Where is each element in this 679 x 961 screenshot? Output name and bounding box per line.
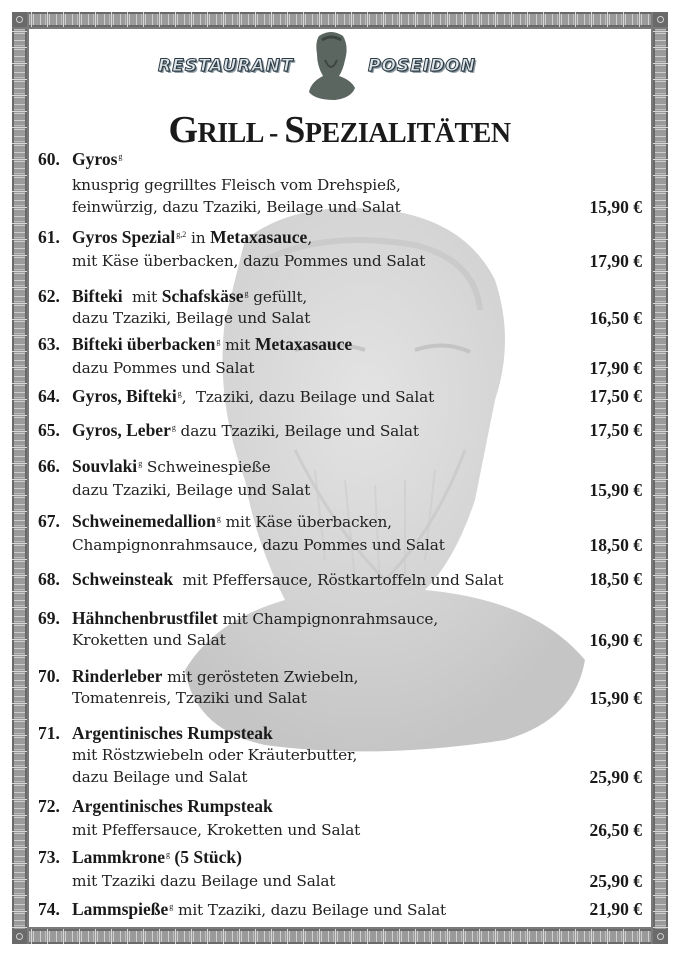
allergen-note: g: [118, 152, 123, 161]
allergen-note: g: [216, 514, 221, 523]
allergen-note: g: [169, 902, 174, 911]
item-description: mit Käse überbacken, dazu Pommes und Salat: [72, 252, 426, 270]
item-price: 15,90 €: [589, 688, 642, 708]
item-price: 15,90 €: [589, 197, 642, 217]
title-separator: -: [262, 118, 285, 149]
item-text: mit Käse überbacken,: [220, 513, 392, 531]
allergen-note: g: [244, 289, 249, 298]
allergen-note: g,2: [176, 230, 187, 239]
corner-ornament-icon: [653, 929, 668, 944]
corner-ornament-icon: [12, 929, 27, 944]
title-word: RILL: [197, 118, 263, 149]
item-name: Argentinisches Rumpsteak: [72, 796, 273, 816]
item-description: mit Tzaziki dazu Beilage und Salat: [72, 872, 336, 890]
item-price: 21,90 €: [589, 899, 642, 919]
item-portion: (5 Stück): [170, 847, 242, 867]
corner-ornament-icon: [12, 12, 27, 27]
item-description: dazu Tzaziki, Beilage und Salat: [175, 422, 419, 440]
item-description: mit Pfeffersauce, Röstkartoffeln und Salat: [173, 571, 504, 589]
item-number: 61.: [38, 227, 60, 247]
item-name: Argentinisches Rumpsteak: [72, 723, 273, 743]
item-description: dazu Tzaziki, Beilage und Salat: [72, 481, 311, 499]
item-number: 65.: [38, 420, 60, 440]
meander-border-right: [653, 29, 668, 929]
item-name: Gyros: [72, 149, 118, 169]
item-text: mit gerösteten Zwiebeln,: [162, 668, 359, 686]
item-filling: Schafskäse: [161, 286, 244, 306]
logo-bust-icon: [305, 30, 357, 102]
item-description: mit Röstzwiebeln oder Kräuterbutter,: [72, 746, 358, 764]
item-text: ,: [307, 229, 313, 247]
item-number: 72.: [38, 796, 60, 816]
item-price: 17,50 €: [589, 386, 642, 406]
logo-word-left: RESTAURANT: [158, 56, 294, 76]
item-price: 26,50 €: [589, 820, 642, 840]
page-title: [0, 108, 679, 152]
item-text: gefüllt,: [248, 288, 308, 306]
item-number: 74.: [38, 899, 60, 919]
item-price: 25,90 €: [589, 871, 642, 891]
item-name: Souvlaki: [72, 456, 138, 476]
item-name: Bifteki: [72, 286, 123, 306]
item-number: 60.: [38, 149, 60, 169]
item-price: 16,90 €: [589, 630, 642, 650]
title-initial: S: [284, 109, 305, 151]
item-price: 17,50 €: [589, 420, 642, 440]
item-text: mit: [220, 336, 255, 354]
allergen-note: g: [171, 423, 176, 432]
item-number: 69.: [38, 608, 60, 628]
item-price: 18,50 €: [589, 535, 642, 555]
allergen-note: g: [166, 850, 171, 859]
meander-border-bottom: [29, 929, 651, 944]
item-text: mit: [122, 288, 162, 306]
allergen-note: g: [216, 337, 221, 346]
item-name: Gyros, Leber: [72, 420, 171, 440]
title-initial: G: [168, 109, 198, 151]
item-name: Lammspieße: [72, 899, 169, 919]
meander-border-top: [29, 12, 651, 27]
item-description: Tomatenreis, Tzaziki und Salat: [72, 689, 307, 707]
item-description: knusprig gegrilltes Fleisch vom Drehspieß,: [72, 176, 401, 194]
item-name: Gyros, Bifteki: [72, 386, 177, 406]
allergen-note: g: [138, 459, 143, 468]
item-text: mit Champignonrahmsauce,: [217, 610, 439, 628]
item-description: dazu Tzaziki, Beilage und Salat: [72, 309, 311, 327]
item-number: 66.: [38, 456, 60, 476]
item-number: 70.: [38, 666, 60, 686]
item-name: Hähnchenbrustfilet: [72, 608, 218, 628]
item-description: dazu Beilage und Salat: [72, 768, 248, 786]
item-name: Gyros Spezial: [72, 227, 176, 247]
title-word: PEZIALITÄTEN: [304, 118, 511, 149]
item-price: 16,50 €: [589, 308, 642, 328]
logo-word-right: POSEIDON: [368, 56, 476, 76]
item-description: Champignonrahmsauce, dazu Pommes und Salat: [72, 536, 445, 554]
item-number: 63.: [38, 334, 60, 354]
item-sauce: Metaxasauce: [254, 334, 353, 354]
restaurant-logo: [150, 30, 520, 100]
item-description: mit Tzaziki, dazu Beilage und Salat: [173, 901, 447, 919]
allergen-note: g: [177, 389, 182, 398]
item-price: 25,90 €: [589, 767, 642, 787]
item-price: 17,90 €: [589, 251, 642, 271]
item-price: 15,90 €: [589, 480, 642, 500]
item-number: 64.: [38, 386, 60, 406]
item-price: 17,90 €: [589, 358, 642, 378]
item-sauce: Metaxasauce: [210, 227, 308, 247]
item-description: Kroketten und Salat: [72, 631, 226, 649]
item-name: Rinderleber: [72, 666, 163, 686]
item-number: 67.: [38, 511, 60, 531]
item-number: 62.: [38, 286, 60, 306]
item-name: Schweinsteak: [72, 569, 174, 589]
item-text: in: [186, 229, 211, 247]
item-number: 71.: [38, 723, 60, 743]
item-description: feinwürzig, dazu Tzaziki, Beilage und Salat: [72, 198, 401, 216]
item-description: , Tzaziki, dazu Beilage und Salat: [181, 388, 435, 406]
item-description: mit Pfeffersauce, Kroketten und Salat: [72, 821, 361, 839]
item-number: 68.: [38, 569, 60, 589]
corner-ornament-icon: [653, 12, 668, 27]
item-text: Schweinespieße: [142, 458, 271, 476]
item-number: 73.: [38, 847, 60, 867]
item-price: 18,50 €: [589, 569, 642, 589]
item-name: Lammkrone: [72, 847, 166, 867]
item-description: dazu Pommes und Salat: [72, 359, 255, 377]
item-name: Schweinemedallion: [72, 511, 216, 531]
item-name: Bifteki überbacken: [72, 334, 216, 354]
meander-border-left: [12, 29, 27, 929]
